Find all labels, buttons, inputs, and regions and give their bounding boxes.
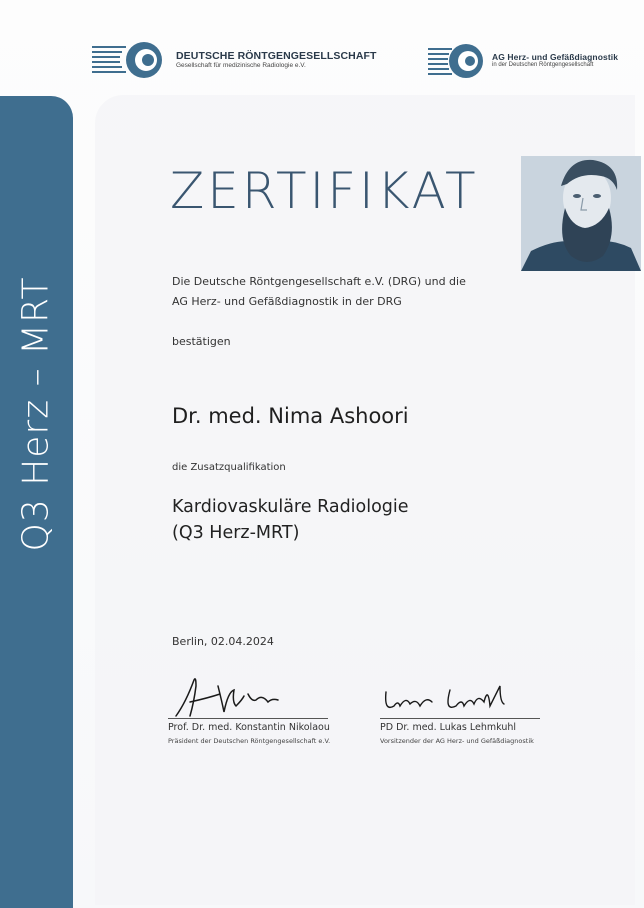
intro-text [172, 272, 466, 312]
ag-logo-title: AG Herz- und Gefäßdiagnostik [492, 52, 619, 63]
signature-lehmkuhl-icon [380, 672, 555, 720]
signatory-name-president: Prof. Dr. med. Konstantin Nikolaou [168, 722, 330, 733]
sidebar-label: Q3 Herz – MRT [15, 276, 57, 552]
signatory-role-president: Präsident der Deutschen Röntgengesellschaft e.V. [168, 737, 331, 745]
signature-block-chair [380, 672, 555, 745]
drg-logo-title: DEUTSCHE RÖNTGENGESELLSCHAFT [176, 49, 377, 62]
signature-nikolaou-icon [168, 672, 343, 720]
drg-logo-icon [92, 40, 172, 80]
qualification-line-2: (Q3 Herz-MRT) [172, 523, 300, 543]
ag-logo [428, 42, 618, 80]
qualification-intro: die Zusatzqualifikation [172, 462, 286, 473]
qualification-line-1: Kardiovaskuläre Radiologie [172, 497, 409, 517]
confirm-text: bestätigen [172, 335, 231, 348]
qualification [172, 494, 409, 546]
signature-block-president [168, 672, 343, 745]
recipient-name: Dr. med. Nima Ashoori [172, 404, 409, 428]
ag-logo-subtitle: in der Deutschen Röntgengesellschaft [492, 62, 594, 69]
sidebar-band [0, 96, 73, 908]
place-date: Berlin, 02.04.2024 [172, 635, 274, 648]
signatory-role-chair: Vorsitzender der AG Herz- und Gefäßdiagnostik [380, 737, 534, 745]
ag-logo-icon [428, 42, 488, 80]
drg-logo-subtitle: Gesellschaft für medizinische Radiologie e.V. [176, 62, 306, 70]
signature-line [168, 718, 328, 719]
signature-line [380, 718, 540, 719]
intro-line-2: AG Herz- und Gefäßdiagnostik in der DRG [172, 295, 402, 308]
roentgen-portrait [521, 156, 641, 271]
portrait-image-icon [521, 156, 641, 271]
signatory-name-chair: PD Dr. med. Lukas Lehmkuhl [380, 722, 517, 733]
intro-line-1: Die Deutsche Röntgengesellschaft e.V. (DRG) und die [172, 275, 466, 288]
certificate-title: ZERTIFIKAT [170, 162, 479, 220]
drg-logo [92, 40, 377, 80]
